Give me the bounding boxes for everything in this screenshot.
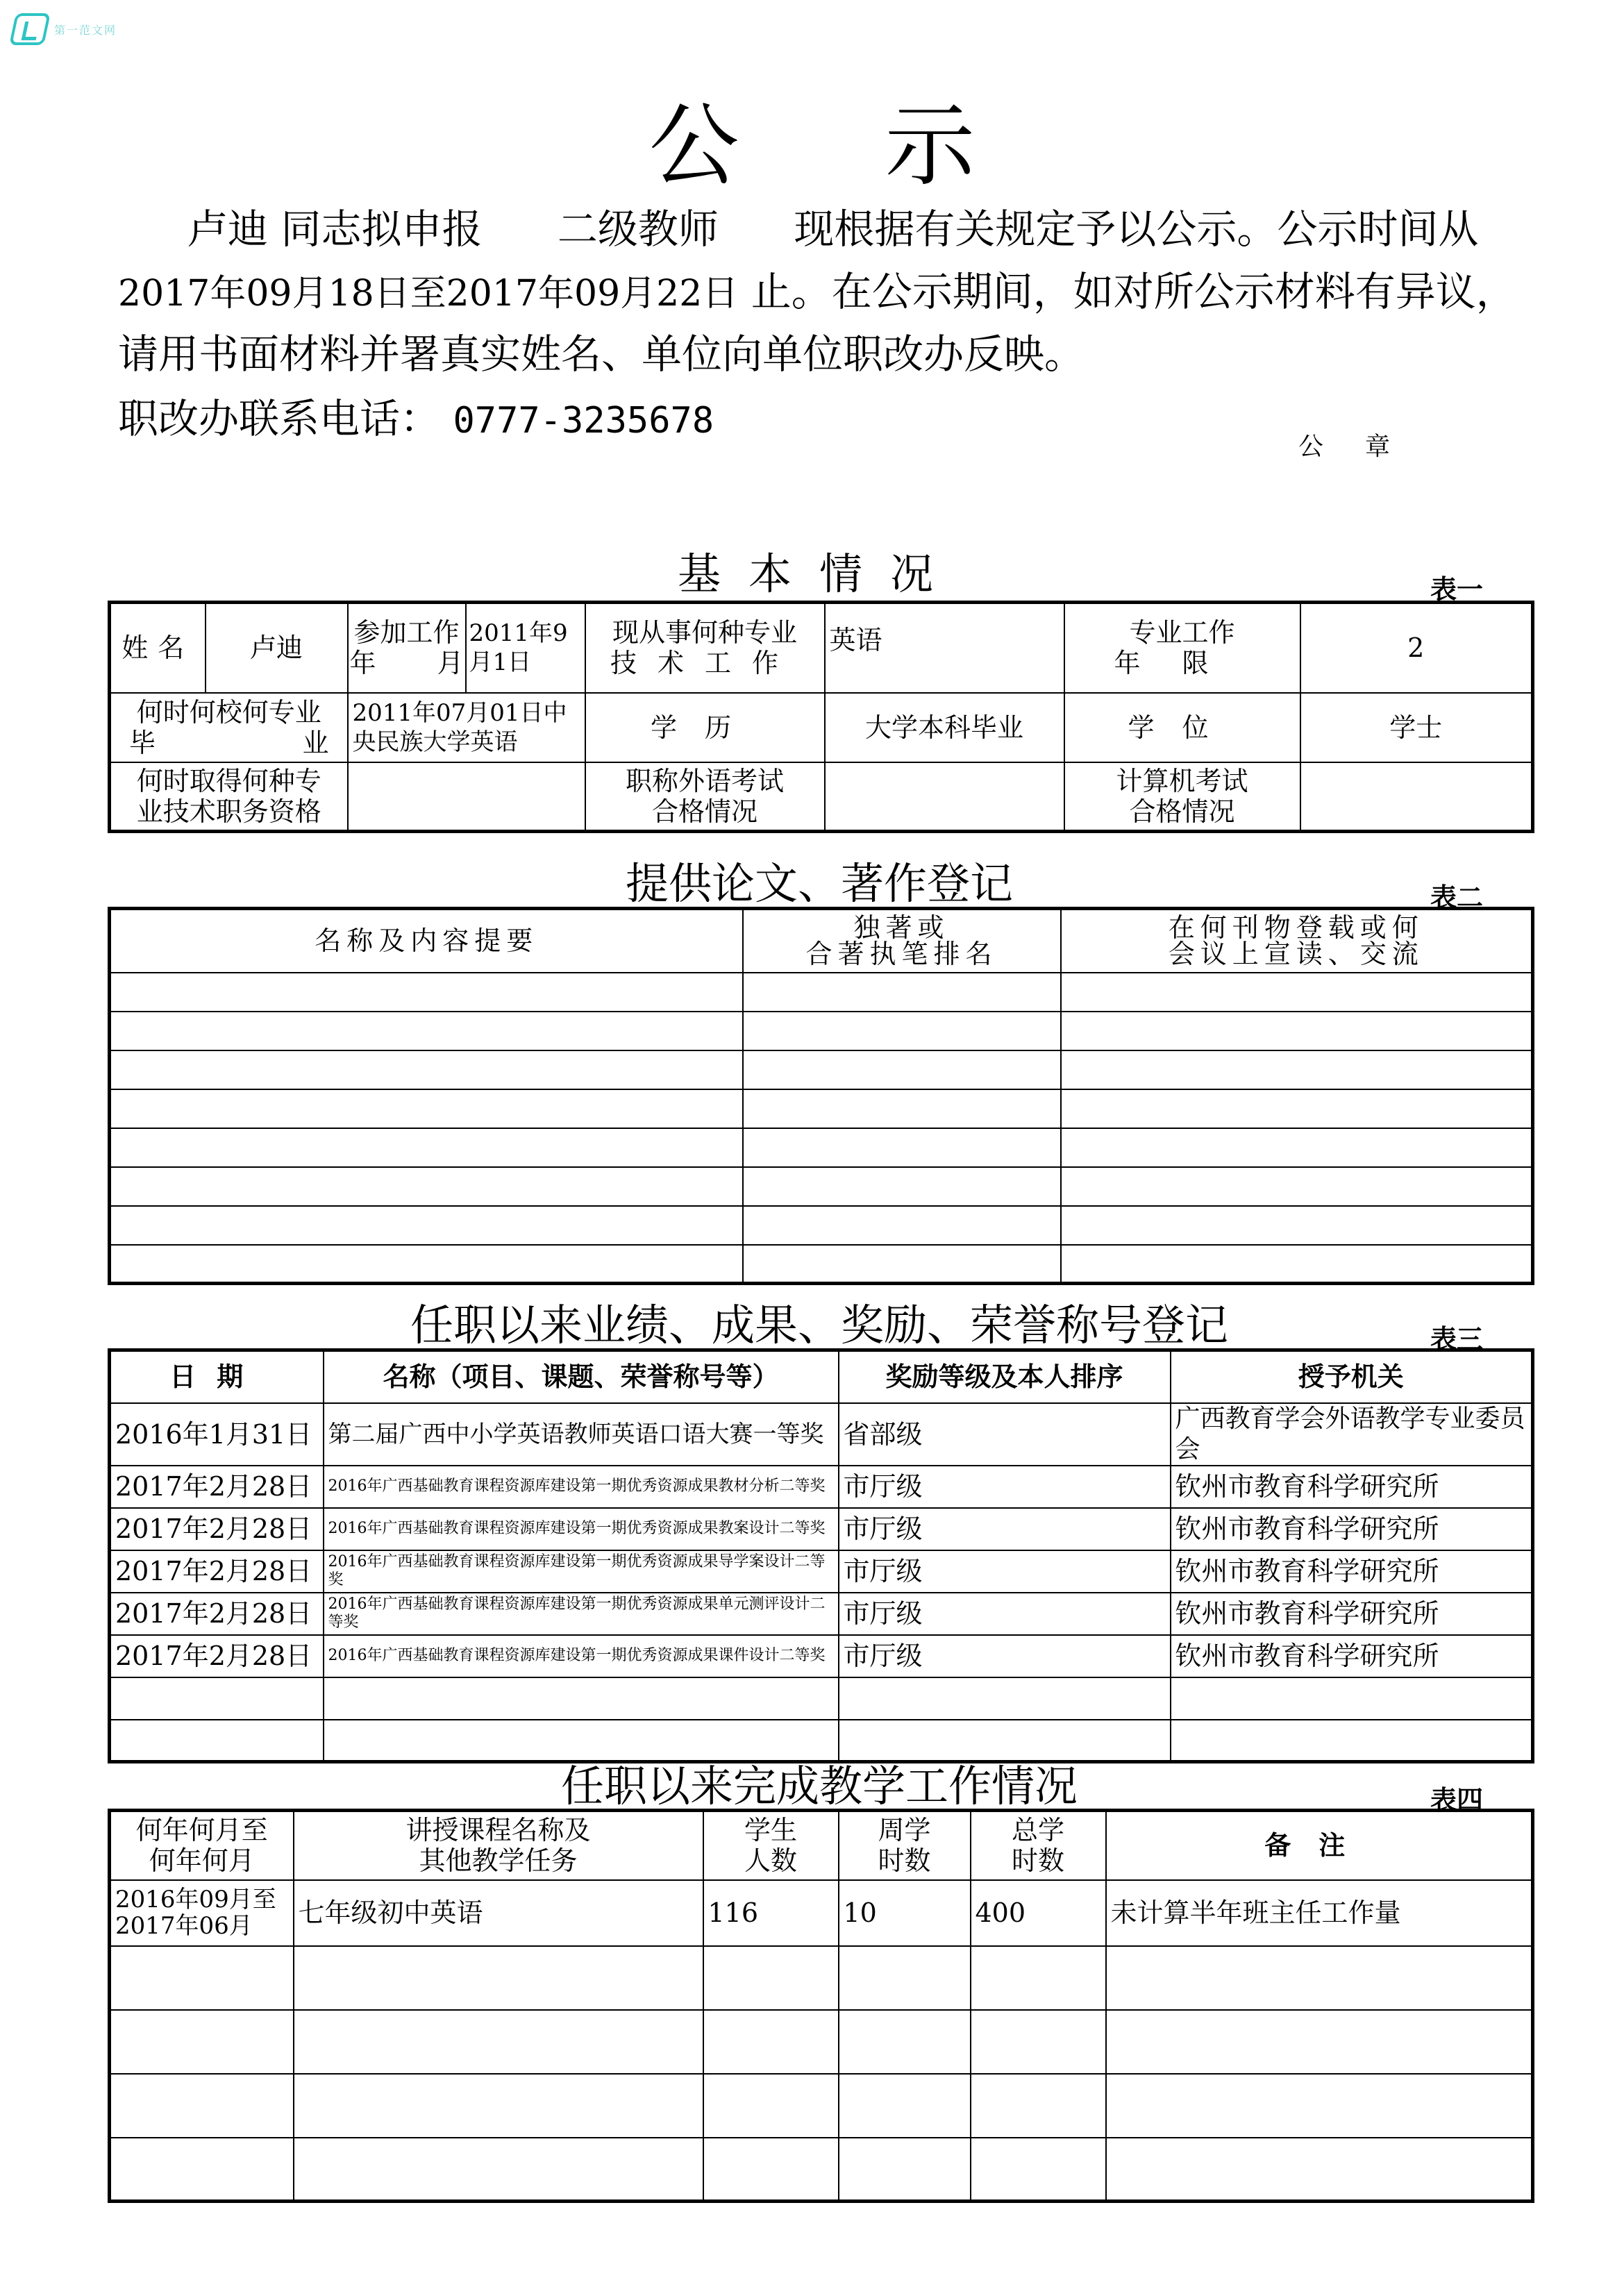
- basic-info-table: [108, 601, 1534, 833]
- table-row: [110, 1403, 1533, 1466]
- achv-org: 钦州市教育科学研究所: [1171, 1635, 1533, 1677]
- teach-weekly: [839, 2138, 971, 2202]
- achievements-table: [108, 1348, 1534, 1763]
- table1-tag: 表一: [1430, 574, 1484, 605]
- join-work-value: 2011年9月1日: [466, 603, 585, 693]
- table2-title: 提供论文、著作登记: [625, 858, 1013, 909]
- teach-header-line: 何年何月至: [135, 1815, 268, 1846]
- years-label-line: 年限: [1114, 648, 1250, 679]
- notice-line-3: 请用书面材料并署真实姓名、单位向单位职改办反映。: [118, 330, 1085, 378]
- achv-name: [324, 1720, 839, 1762]
- teach-header-total: [971, 1811, 1106, 1880]
- papers-header-line: 合著执笔排名: [805, 939, 998, 970]
- teach-total: [971, 2138, 1106, 2202]
- table4-title: 任职以来完成教学工作情况: [560, 1761, 1078, 1811]
- foreign-exam-label: [585, 762, 825, 832]
- degree-value: 学士: [1300, 693, 1533, 762]
- achv-date: 2017年2月28日: [110, 1508, 324, 1550]
- teach-period: [110, 1946, 294, 2010]
- achv-org: [1171, 1720, 1533, 1762]
- teach-header-weekly: [839, 1811, 971, 1880]
- table-row: [110, 1550, 1533, 1593]
- achv-level: 市厅级: [839, 1508, 1171, 1550]
- teach-header-course: [294, 1811, 703, 1880]
- teach-total: [971, 1946, 1106, 2010]
- teach-header-line: 其他教学任务: [419, 1845, 578, 1877]
- current-major-label: [585, 603, 825, 693]
- teach-period: [110, 2074, 294, 2138]
- notice-title: 公示: [648, 93, 1121, 199]
- join-work-label-line: 参加工作: [353, 617, 460, 648]
- achv-header-level: 奖励等级及本人排序: [839, 1350, 1171, 1403]
- table-row: [110, 973, 1533, 1012]
- table-row: [110, 1466, 1533, 1508]
- graduation-label: [110, 693, 348, 762]
- table-row: [110, 1880, 1533, 1946]
- teach-header-line: 讲授课程名称及: [405, 1815, 591, 1846]
- notice-period: 2017年09月18日至2017年09月22日: [118, 273, 739, 315]
- join-work-label-year: 年: [349, 648, 376, 679]
- achv-org: 广西教育学会外语教学专业委员会: [1171, 1403, 1533, 1466]
- notice-line-2: [118, 267, 1516, 318]
- achv-name: 第二届广西中小学英语教师英语口语大赛一等奖: [324, 1403, 839, 1466]
- achv-level: 市厅级: [839, 1635, 1171, 1677]
- papers-header-line: 独著或: [853, 912, 950, 944]
- graduation-label-char: 业: [302, 727, 329, 758]
- contact-phone: 0777-3235678: [453, 400, 714, 442]
- computer-exam-label-line: 合格情况: [1129, 796, 1235, 827]
- qualification-value: [348, 762, 585, 832]
- papers-table: [108, 907, 1534, 1285]
- achv-date: 2016年1月31日: [110, 1403, 324, 1466]
- table-row: [110, 1593, 1533, 1635]
- paper-name-cell: [110, 973, 743, 1012]
- table2-tag: 表二: [1430, 882, 1484, 913]
- education-label: 学历: [585, 693, 825, 762]
- achv-name: 2016年广西基础教育课程资源库建设第一期优秀资源成果教案设计二等奖: [324, 1508, 839, 1550]
- papers-header-publication: [1061, 909, 1533, 973]
- achv-level: 市厅级: [839, 1550, 1171, 1593]
- paper-name-cell: [110, 1128, 743, 1167]
- logo-mark-icon: [9, 13, 51, 45]
- education-value: 大学本科毕业: [825, 693, 1064, 762]
- logo-text: 第一范文网: [54, 23, 117, 37]
- table-row: [110, 1089, 1533, 1128]
- teach-period: [110, 1880, 294, 1946]
- papers-header-line: 会议上宣读、交流: [1168, 939, 1424, 970]
- table-row: [110, 1167, 1533, 1206]
- teach-remark: 未计算半年班主任工作量: [1106, 1880, 1533, 1946]
- achv-org: 钦州市教育科学研究所: [1171, 1593, 1533, 1635]
- paper-name-cell: [110, 1089, 743, 1128]
- table-row: [110, 1206, 1533, 1245]
- achv-org: 钦州市教育科学研究所: [1171, 1508, 1533, 1550]
- table3-tag: 表三: [1430, 1324, 1484, 1355]
- teach-course: [294, 2010, 703, 2074]
- paper-name-cell: [110, 1050, 743, 1089]
- teach-course: 七年级初中英语: [294, 1880, 703, 1946]
- achv-level: 市厅级: [839, 1466, 1171, 1508]
- teach-weekly: [839, 1946, 971, 2010]
- graduation-value: 2011年07月01日中央民族大学英语: [348, 693, 585, 762]
- name-label: 姓名: [110, 603, 206, 693]
- degree-label: 学位: [1064, 693, 1300, 762]
- teaching-table: [108, 1809, 1534, 2203]
- teach-weekly: [839, 2010, 971, 2074]
- teach-period-line: 2016年09月至: [115, 1886, 276, 1913]
- join-work-label: [348, 603, 466, 693]
- notice-line-1: [187, 205, 1478, 253]
- teach-remark: [1106, 1946, 1533, 2010]
- table-row: [110, 1720, 1533, 1762]
- paper-name-cell: [110, 1012, 743, 1050]
- computer-exam-label: [1064, 762, 1300, 832]
- achv-date: 2017年2月28日: [110, 1550, 324, 1593]
- achv-name: 2016年广西基础教育课程资源库建设第一期优秀资源成果单元测评设计二等奖: [324, 1593, 839, 1635]
- teach-remark: [1106, 2074, 1533, 2138]
- foreign-exam-value: [825, 762, 1064, 832]
- official-seal-label: 公章: [1298, 433, 1432, 461]
- teach-course: [294, 1946, 703, 2010]
- computer-exam-label-line: 计算机考试: [1116, 765, 1248, 796]
- table-row: [110, 2010, 1533, 2074]
- notice-text: 止。在公示期间，如对所公示材料有异议，: [751, 268, 1516, 315]
- teach-header-students: [703, 1811, 839, 1880]
- achv-level: [839, 1677, 1171, 1720]
- qualification-label: [110, 762, 348, 832]
- table-row: [110, 1677, 1533, 1720]
- teach-period-line: 2017年06月: [115, 1912, 253, 1940]
- teach-period: [110, 2138, 294, 2202]
- teach-course: [294, 2074, 703, 2138]
- teach-course: [294, 2138, 703, 2202]
- teach-header-line: 总学: [1011, 1815, 1064, 1846]
- table-row: [110, 1012, 1533, 1050]
- teach-students: 116: [703, 1880, 839, 1946]
- table1-title: 基本情况: [677, 548, 961, 599]
- current-major-label-line: 现从事何种专业: [612, 617, 797, 648]
- achv-org: [1171, 1677, 1533, 1720]
- years-label-line: 专业工作: [1129, 617, 1235, 648]
- teach-total: 400: [971, 1880, 1106, 1946]
- teach-header-line: 时数: [878, 1845, 931, 1877]
- achv-name: 2016年广西基础教育课程资源库建设第一期优秀资源成果导学案设计二等奖: [324, 1550, 839, 1593]
- teach-header-period: [110, 1811, 294, 1880]
- join-work-label-month: 月: [437, 648, 464, 679]
- teach-header-line: 周学: [878, 1815, 931, 1846]
- qualification-label-line: 何时取得何种专: [136, 765, 321, 796]
- candidate-name: 卢迪: [187, 206, 269, 253]
- table4-tag: 表四: [1430, 1785, 1484, 1816]
- table-row: [110, 1508, 1533, 1550]
- years-value: 2: [1300, 603, 1533, 693]
- years-label: [1064, 603, 1300, 693]
- teach-total: [971, 2010, 1106, 2074]
- achv-date: [110, 1720, 324, 1762]
- table-row: [110, 1245, 1533, 1284]
- achv-org: 钦州市教育科学研究所: [1171, 1550, 1533, 1593]
- teach-header-remark: 备注: [1106, 1811, 1533, 1880]
- teach-period: [110, 2010, 294, 2074]
- foreign-exam-label-line: 合格情况: [651, 796, 757, 827]
- teach-header-line: 学生: [744, 1815, 797, 1846]
- table-row: [110, 1635, 1533, 1677]
- achv-header-name: 名称（项目、课题、荣誉称号等）: [324, 1350, 839, 1403]
- achv-name: [324, 1677, 839, 1720]
- paper-name-cell: [110, 1167, 743, 1206]
- teach-students: [703, 2138, 839, 2202]
- qualification-label-line: 业技术职务资格: [136, 796, 321, 827]
- table-row: [110, 2074, 1533, 2138]
- logo: [12, 12, 117, 46]
- achv-header-date: 日期: [110, 1350, 324, 1403]
- achv-org: 钦州市教育科学研究所: [1171, 1466, 1533, 1508]
- papers-header-line: 在何刊物登载或何: [1168, 912, 1424, 944]
- contact-label: 职改办联系电话：: [118, 395, 441, 442]
- table-row: [110, 1946, 1533, 2010]
- current-major-label-line: 技术工作: [610, 648, 799, 679]
- teach-total: [971, 2074, 1106, 2138]
- current-major-value: 英语: [825, 603, 1064, 693]
- paper-name-cell: [110, 1245, 743, 1284]
- computer-exam-value: [1300, 762, 1533, 832]
- teach-weekly: [839, 2074, 971, 2138]
- teach-header-line: 人数: [744, 1845, 797, 1877]
- teach-header-line: 何年何月: [149, 1845, 255, 1877]
- achv-date: 2017年2月28日: [110, 1593, 324, 1635]
- applied-rank: 二级教师: [557, 206, 719, 253]
- notice-text: 同志拟申报: [281, 206, 483, 253]
- notice-line-4: [118, 394, 714, 445]
- achv-date: 2017年2月28日: [110, 1635, 324, 1677]
- teach-remark: [1106, 2138, 1533, 2202]
- name-value: 卢迪: [206, 603, 348, 693]
- teach-students: [703, 2010, 839, 2074]
- table-row: [110, 1050, 1533, 1089]
- papers-header-name: 名称及内容提要: [110, 909, 743, 973]
- notice-text: 现根据有关规定予以公示。公示时间从: [794, 206, 1479, 253]
- foreign-exam-label-line: 职称外语考试: [625, 765, 784, 796]
- teach-header-line: 时数: [1011, 1845, 1064, 1877]
- achv-header-org: 授予机关: [1171, 1350, 1533, 1403]
- achv-name: 2016年广西基础教育课程资源库建设第一期优秀资源成果课件设计二等奖: [324, 1635, 839, 1677]
- teach-students: [703, 1946, 839, 2010]
- graduation-label-char: 毕: [129, 727, 156, 758]
- teach-weekly: 10: [839, 1880, 971, 1946]
- achv-level: [839, 1720, 1171, 1762]
- achv-date: [110, 1677, 324, 1720]
- papers-header-authorship: [743, 909, 1061, 973]
- achv-level: 省部级: [839, 1403, 1171, 1466]
- teach-remark: [1106, 2010, 1533, 2074]
- table-row: [110, 1128, 1533, 1167]
- achv-date: 2017年2月28日: [110, 1466, 324, 1508]
- teach-students: [703, 2074, 839, 2138]
- table-row: [110, 2138, 1533, 2202]
- achv-level: 市厅级: [839, 1593, 1171, 1635]
- table3-title: 任职以来业绩、成果、奖励、荣誉称号登记: [410, 1300, 1228, 1350]
- graduation-label-line: 何时何校何专业: [136, 696, 321, 728]
- achv-name: 2016年广西基础教育课程资源库建设第一期优秀资源成果教材分析二等奖: [324, 1466, 839, 1508]
- paper-name-cell: [110, 1206, 743, 1245]
